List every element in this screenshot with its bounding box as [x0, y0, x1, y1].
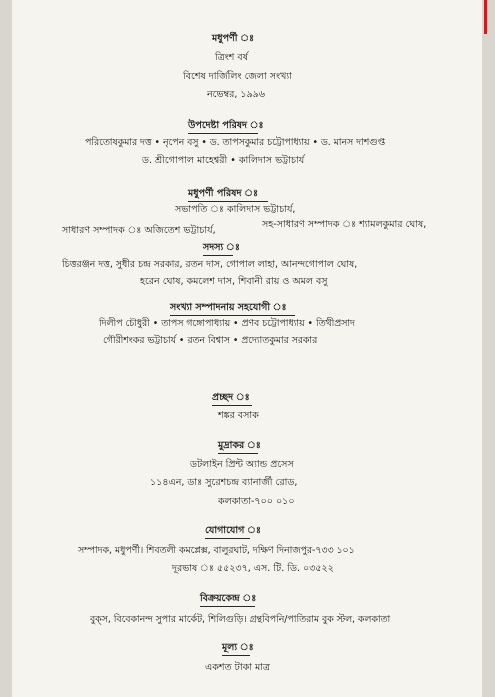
- sales-underline: [200, 606, 255, 607]
- cover-heading: প্রচ্ছদ ঃ: [212, 392, 250, 403]
- printer-heading: মুদ্রাকর ঃ: [218, 440, 261, 451]
- members-heading: সদস্য ঃ: [203, 242, 240, 253]
- red-edge-mark: [484, 0, 487, 34]
- sales-heading: বিক্রয়কেন্দ্র ঃ: [200, 593, 257, 604]
- special-issue: বিশেষ দার্জিলিং জেলা সংখ্যা: [183, 71, 292, 82]
- council-secretary: সাধারণ সম্পাদক ঃ অজিতেশ ভট্টাচার্য,: [62, 225, 216, 236]
- contact-underline: [205, 538, 250, 539]
- council-underline: [188, 201, 268, 202]
- cover-artist: শঙ্কর বসাক: [218, 410, 259, 421]
- advisory-underline: [188, 133, 258, 134]
- printer-underline: [218, 453, 258, 454]
- sales-line: বুক্‌স, বিবেকানন্দ সুপার মার্কেট, শিলিগুড়ি। গ্রন্থবিপনি/পাতিরাম বুক স্টল, কলকাতা: [90, 614, 391, 625]
- advisory-line-1: পরিতোষকুমার দত্ত • নৃপেন বসু • ড. তাপসকুমার চট্টোপাধ্যায় • ড. মানস দাশগুপ্ত: [85, 137, 386, 148]
- cover-underline: [212, 405, 252, 406]
- price-value: একশত টাকা মাত্র: [205, 662, 271, 673]
- printer-city: কলকাতা-৭০০ ০১০: [218, 496, 295, 507]
- council-president: সভাপতি ঃ কালিদাস ভট্টাচার্য,: [175, 204, 296, 215]
- council-heading: মধুপর্ণী পরিষদ ঃ: [188, 188, 259, 199]
- council-joint-secretary: সহ-সাধারণ সম্পাদক ঃ শ্যামলকুমার ঘোষ,: [262, 219, 427, 230]
- contact-address: সম্পাদক, মধুপর্ণী। শিবতলী কমপ্লেক্স, বালুরঘাট, দক্ষিণ দিনাজপুর-৭৩৩ ১০১: [78, 545, 355, 556]
- contact-phone: দূরভাষ ঃ ৫৫২৩৭, এস. টি. ডি. ০৩৫২২: [172, 563, 334, 574]
- advisory-line-2: ড. শ্রীগোপাল মাহেশ্বরী • কালিদাস ভট্টাচার্য: [142, 155, 305, 166]
- price-heading: মূল্য ঃ: [222, 642, 254, 653]
- members-line-1: চিত্তরঞ্জন দত্ত, সুধীর চন্দ্র সরকার, রতন দাস, গোপাল লাহা, আনন্দগোপাল ঘোষ,: [62, 259, 358, 270]
- masthead-title: মধুপর্ণী ঃ: [212, 33, 255, 44]
- assistants-heading: সংখ্যা সম্পাদনায় সহযোগী ঃ: [170, 302, 287, 313]
- volume: ত্রিংশ বর্ষ: [215, 52, 248, 63]
- printer-address: ১১৪এন, ডাঃ সুরেশচন্দ্র ব্যানার্জী রোড,: [150, 477, 298, 488]
- issue-date: নভেম্বর, ১৯৯৬: [207, 89, 266, 100]
- assistants-line-1: দিলীপ চৌধুরী • তাপস গঙ্গোপাধ্যায় • প্রণব চট্টোপাধ্যায় • তিথীপ্রসাদ: [99, 318, 355, 329]
- members-line-2: হরেন ঘোষ, কমলেশ দাস, শিবানী রায় ও অমল বসু: [140, 276, 328, 287]
- contact-heading: যোগাযোগ ঃ: [205, 525, 261, 536]
- printer-name: ডটলাইন প্রিন্ট অ্যান্ড প্রসেস: [190, 459, 294, 470]
- assistants-underline: [170, 315, 295, 316]
- members-underline: [203, 255, 233, 256]
- price-underline: [222, 655, 250, 656]
- assistants-line-2: গৌরীশংকর ভট্টাচার্য • রতন বিশ্বাস • প্রদ্যোতকুমার সরকার: [103, 335, 318, 346]
- advisory-heading: উপদেষ্টা পরিষদ ঃ: [188, 120, 264, 131]
